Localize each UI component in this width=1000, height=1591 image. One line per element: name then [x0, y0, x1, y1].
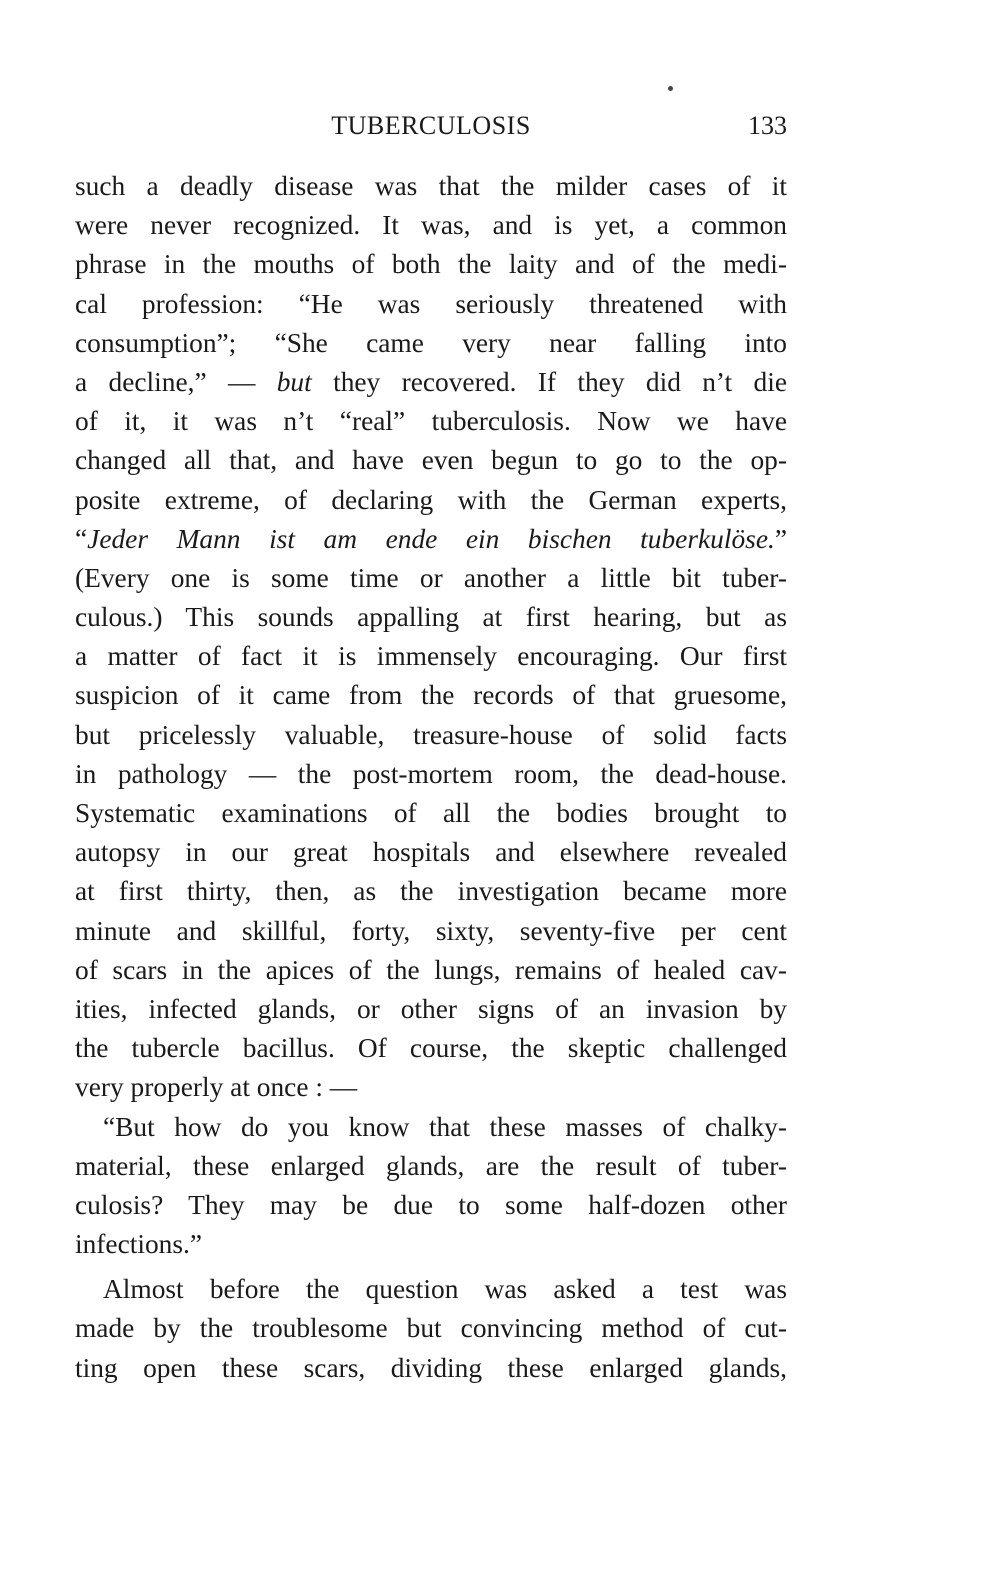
text-line: very properly at once : —	[75, 1072, 358, 1103]
running-title: TUBERCULOSIS	[331, 111, 531, 140]
quote-paragraph-line: “But how do you know that these masses of chalky-	[103, 1111, 787, 1142]
text-line: minute and skillful, forty, sixty, seventy-five per cent	[75, 915, 787, 946]
text-line: culosis? They may be due to some half-dozen other	[75, 1189, 787, 1220]
text-line: the tubercle bacillus. Of course, the skeptic challenged	[75, 1033, 787, 1064]
text-line: autopsy in our great hospitals and elsewhere revealed	[75, 837, 787, 868]
page-number: 133	[748, 111, 787, 140]
printing-speck	[668, 86, 673, 91]
german-quote: Jeder Mann ist am ende ein bischen tuberkulöse.	[87, 523, 775, 554]
text-line: a matter of fact it is immensely encouraging. Our first	[75, 641, 787, 672]
text-segment: they recovered. If they did n’t die	[311, 366, 787, 397]
text-line: cal profession: “He was seriously threatened with	[75, 288, 787, 319]
paragraph-first-line: Almost before the question was asked a test was	[103, 1274, 787, 1305]
text-segment: a decline,” —	[75, 366, 277, 397]
text-line: but pricelessly valuable, treasure-house of solid facts	[75, 719, 787, 750]
body-text	[75, 167, 787, 1388]
text-line: of it, it was n’t “real” tuberculosis. Now we have	[75, 406, 787, 437]
page-header	[75, 108, 787, 148]
italic-word: but	[276, 366, 312, 397]
text-line: at first thirty, then, as the investigation became more	[75, 876, 787, 907]
text-line: in pathology — the post-mortem room, the dead-house.	[75, 758, 787, 789]
text-line: consumption”; “She came very near falling into	[75, 327, 787, 358]
quote-open: “	[75, 523, 88, 554]
text-line: were never recognized. It was, and is yet, a common	[75, 210, 787, 241]
quote-close: ”	[774, 523, 787, 554]
text-line: Systematic examinations of all the bodies brought to	[75, 798, 787, 828]
text-line: made by the troublesome but convincing method of cut-	[75, 1313, 787, 1344]
text-line: ities, infected glands, or other signs of an invasion by	[75, 993, 787, 1024]
text-line: phrase in the mouths of both the laity and of the medi-	[75, 249, 787, 280]
text-line: infections.”	[75, 1229, 203, 1260]
text-line: (Every one is some time or another a little bit tuber-	[75, 562, 787, 593]
text-line: ting open these scars, dividing these enlarged glands,	[75, 1352, 787, 1383]
text-line: such a deadly disease was that the milder cases of it	[75, 171, 787, 201]
text-line-with-italic	[75, 363, 787, 402]
text-line: of scars in the apices of the lungs, remains of healed cav-	[75, 954, 787, 985]
text-line: culous.) This sounds appalling at first hearing, but as	[75, 602, 787, 633]
text-line: posite extreme, of declaring with the German experts,	[75, 484, 787, 515]
text-line: suspicion of it came from the records of that gruesome,	[75, 680, 787, 711]
text-line: changed all that, and have even begun to go to the op-	[75, 445, 787, 476]
german-quote-line	[75, 520, 787, 559]
text-line: material, these enlarged glands, are the result of tuber-	[75, 1150, 787, 1181]
